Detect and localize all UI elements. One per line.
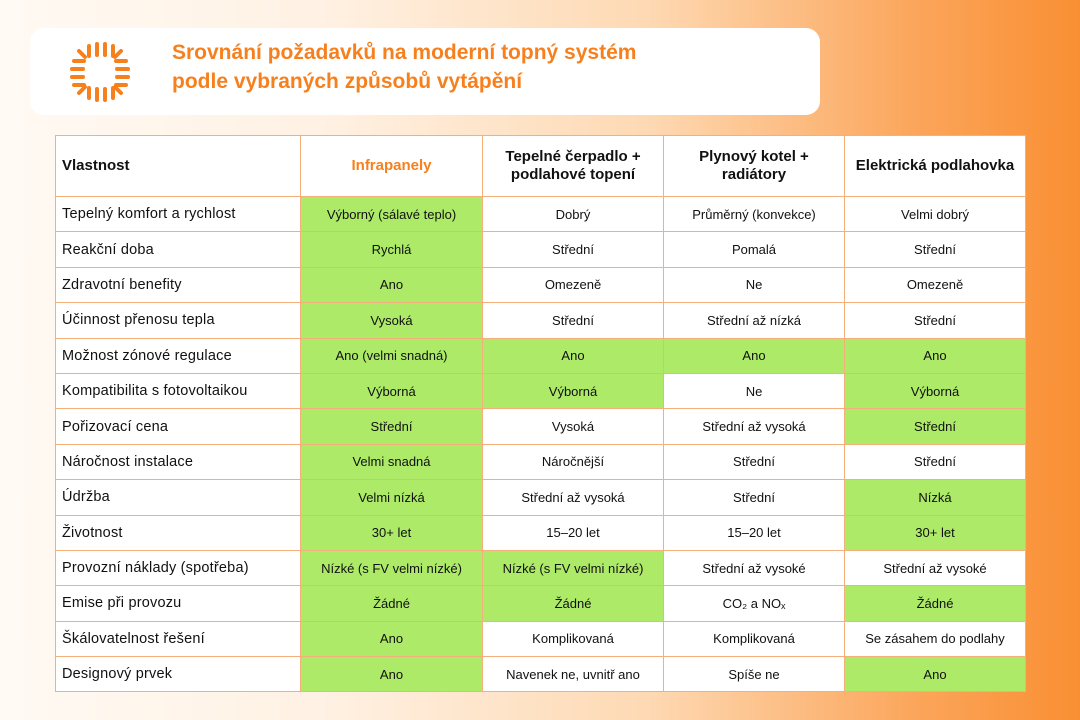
title-line-1: Srovnání požadavků na moderní topný systém [172,41,637,64]
column-header-plynovy-kotel: Plynový kotel + radiátory [664,136,845,197]
property-label: Pořizovací cena [56,409,301,444]
cell-infrapanely: Vysoká [301,303,483,338]
property-label: Tepelný komfort a rychlost [56,197,301,232]
cell-plynovy-kotel: Spíše ne [664,657,845,692]
cell-tepelne-cerpadlo: Střední až vysoká [483,480,664,515]
property-label: Zdravotní benefity [56,267,301,302]
cell-elektricka-podlahovka: Střední [845,409,1026,444]
cell-infrapanely: Rychlá [301,232,483,267]
cell-tepelne-cerpadlo: Navenek ne, uvnitř ano [483,657,664,692]
cell-infrapanely: Žádné [301,586,483,621]
table-row [56,303,1026,338]
cell-elektricka-podlahovka: Ano [845,657,1026,692]
cell-elektricka-podlahovka: 30+ let [845,515,1026,550]
property-label: Škálovatelnost řešení [56,621,301,656]
cell-plynovy-kotel: Průměrný (konvekce) [664,197,845,232]
cell-elektricka-podlahovka: Střední [845,444,1026,479]
table-row [56,444,1026,479]
cell-elektricka-podlahovka: Střední až vysoké [845,550,1026,585]
table-row [56,267,1026,302]
property-label: Životnost [56,515,301,550]
property-label: Údržba [56,480,301,515]
cell-tepelne-cerpadlo: Omezeně [483,267,664,302]
cell-elektricka-podlahovka: Ano [845,338,1026,373]
cell-infrapanely: Velmi nízká [301,480,483,515]
cell-tepelne-cerpadlo: Dobrý [483,197,664,232]
cell-plynovy-kotel: Pomalá [664,232,845,267]
table-row [56,657,1026,692]
cell-elektricka-podlahovka: Omezeně [845,267,1026,302]
cell-infrapanely: 30+ let [301,515,483,550]
column-header-elektricka-podlahovka: Elektrická podlahovka [845,136,1026,197]
table-row [56,550,1026,585]
cell-tepelne-cerpadlo: Střední [483,303,664,338]
property-label: Reakční doba [56,232,301,267]
cell-plynovy-kotel: Střední [664,444,845,479]
cell-plynovy-kotel: 15–20 let [664,515,845,550]
comparison-table [55,135,1026,692]
property-label: Náročnost instalace [56,444,301,479]
property-label: Provozní náklady (spotřeba) [56,550,301,585]
cell-infrapanely: Střední [301,409,483,444]
cell-plynovy-kotel: Střední [664,480,845,515]
table-row [56,338,1026,373]
cell-plynovy-kotel: Komplikovaná [664,621,845,656]
cell-tepelne-cerpadlo: 15–20 let [483,515,664,550]
cell-elektricka-podlahovka: Střední [845,303,1026,338]
cell-tepelne-cerpadlo: Vysoká [483,409,664,444]
cell-elektricka-podlahovka: Žádné [845,586,1026,621]
cell-elektricka-podlahovka: Výborná [845,373,1026,408]
cell-infrapanely: Ano [301,657,483,692]
property-label: Účinnost přenosu tepla [56,303,301,338]
cell-infrapanely: Nízké (s FV velmi nízké) [301,550,483,585]
property-label: Kompatibilita s fotovoltaikou [56,373,301,408]
cell-plynovy-kotel: Ne [664,373,845,408]
table-row [56,480,1026,515]
property-label: Emise při provozu [56,586,301,621]
cell-tepelne-cerpadlo: Náročnější [483,444,664,479]
cell-tepelne-cerpadlo: Žádné [483,586,664,621]
table-row [56,232,1026,267]
cell-tepelne-cerpadlo: Ano [483,338,664,373]
cell-plynovy-kotel: Ano [664,338,845,373]
column-header-vlastnost: Vlastnost [56,136,301,197]
cell-tepelne-cerpadlo: Výborná [483,373,664,408]
cell-infrapanely: Ano (velmi snadná) [301,338,483,373]
cell-tepelne-cerpadlo: Střední [483,232,664,267]
cell-infrapanely: Ano [301,267,483,302]
table-row [56,373,1026,408]
property-label: Designový prvek [56,657,301,692]
cell-elektricka-podlahovka: Střední [845,232,1026,267]
page-title [172,38,792,96]
table-row [56,515,1026,550]
cell-infrapanely: Ano [301,621,483,656]
cell-elektricka-podlahovka: Se zásahem do podlahy [845,621,1026,656]
table-row [56,409,1026,444]
cell-plynovy-kotel: Střední až nízká [664,303,845,338]
table-row [56,621,1026,656]
cell-infrapanely: Velmi snadná [301,444,483,479]
column-header-infrapanely: Infrapanely [301,136,483,197]
table-header-row [56,136,1026,197]
cell-elektricka-podlahovka: Nízká [845,480,1026,515]
cell-plynovy-kotel: Ne [664,267,845,302]
cell-infrapanely: Výborný (sálavé teplo) [301,197,483,232]
column-header-tepelne-cerpadlo: Tepelné čerpadlo + podlahové topení [483,136,664,197]
cell-tepelne-cerpadlo: Nízké (s FV velmi nízké) [483,550,664,585]
cell-plynovy-kotel: Střední až vysoká [664,409,845,444]
table-row [56,586,1026,621]
cell-plynovy-kotel: CO₂ a NOₓ [664,586,845,621]
cell-plynovy-kotel: Střední až vysoké [664,550,845,585]
title-line-2: podle vybraných způsobů vytápění [172,70,523,93]
cell-elektricka-podlahovka: Velmi dobrý [845,197,1026,232]
property-label: Možnost zónové regulace [56,338,301,373]
sunburst-icon [70,42,130,102]
cell-tepelne-cerpadlo: Komplikovaná [483,621,664,656]
table-row [56,197,1026,232]
header-card [30,28,820,115]
cell-infrapanely: Výborná [301,373,483,408]
